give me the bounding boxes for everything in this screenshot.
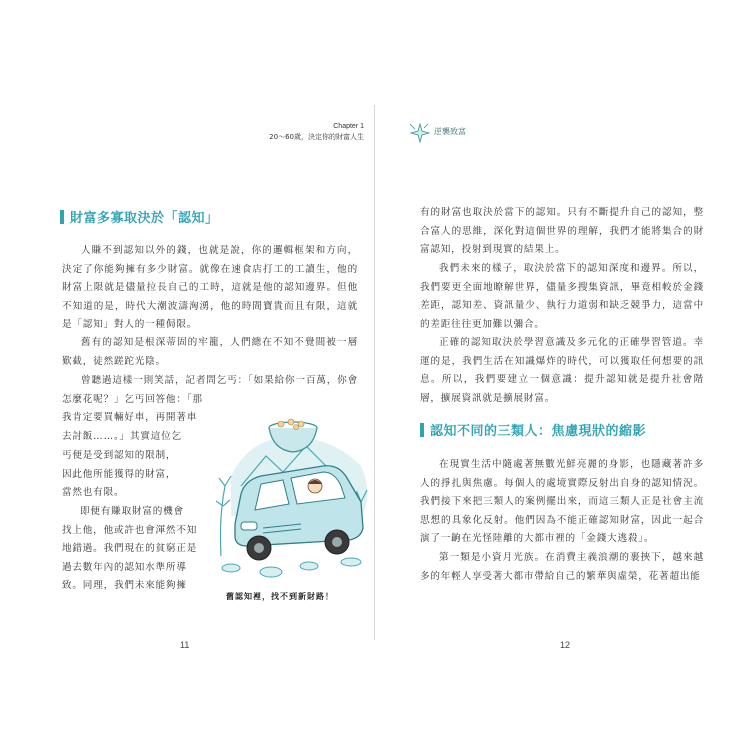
page-number-right: 12 xyxy=(560,640,571,650)
gutter-divider xyxy=(374,105,375,640)
heading-bar xyxy=(420,423,424,437)
left-page xyxy=(54,94,374,654)
left-paragraph-1: 人賺不到認知以外的錢，也就是說，你的邏輯框架和方向，決定了你能夠擁有多少財富。就像在速食店打工的工讀生，他的財富上限就是儘量拉長自己的工時，這就是他的認知邊界。但他不知道的是，時代大潮波濤洶湧，他的時間寶貴而且有限，這就是「認知」對人的一種侷限。 xyxy=(62,245,358,331)
page-number-left: 11 xyxy=(180,640,190,650)
chapter-label: Chapter 1 xyxy=(333,123,364,130)
heading-bar xyxy=(60,210,64,224)
left-paragraph-3: 曾聽過這樣一則笑話，記者問乞丐：「如果給你一百萬，你會怎麼花呢？」乞丐回答他：「那 xyxy=(62,375,358,405)
left-line-6: 丐便是受到認知的限制， xyxy=(62,450,177,461)
right-paragraph-2: 我們未來的樣子，取決於當下的認知深度和邊界。所以，我們要更全面地瞭解世界，儘量多搜集資訊，畢竟相較於金錢差距，認知差、資訊量少、執行力道弱和缺乏競爭力，這當中的差距往往更加難以彌合。 xyxy=(420,263,704,330)
left-paragraph-2: 舊有的認知是根深蒂固的牢籠，人們總在不知不覺間被一層歎截，徒然蹉跎光陰。 xyxy=(62,337,358,367)
series-mark-label: 逆襲致富 xyxy=(434,127,466,136)
running-head xyxy=(269,122,364,142)
left-heading: 財富多寡取決於「認知」 xyxy=(60,207,219,226)
right-heading: 認知不同的三類人：焦慮現狀的縮影 xyxy=(420,420,646,439)
right-paragraph-4: 在現實生活中隨處著無數光鮮亮麗的身影，也隱藏著許多人的掙扎與焦慮。每個人的處境實際反射出自身的認知情況。我們接下來把三類人的案例擺出來，而這三類人正是社會主流思想的具象化反射。他們因為不能正確認知財富，因此一起合演了一齣在光怪陸離的大都市裡的「金錢大逃殺」。 xyxy=(420,459,704,545)
car-illustration xyxy=(211,406,374,581)
chapter-subtitle: 20～60歲，決定你的財富人生 xyxy=(269,133,364,141)
right-paragraph-5: 第一類是小資月光族。在消費主義浪潮的裹挾下，越來越多的年輕人享受著大都市帶給自己的繁華與虛榮，花著超出能 xyxy=(420,552,704,582)
left-line-7: 因此他所能獲得的財富， xyxy=(62,469,177,480)
right-page xyxy=(378,94,704,654)
sparkle-icon xyxy=(408,122,432,144)
left-line-5: 去討飯……。」其實這位乞 xyxy=(62,431,182,442)
series-mark xyxy=(408,122,498,144)
illustration-caption: 舊認知裡，找不到新財路！ xyxy=(226,592,334,601)
left-line-4: 我肯定要買輛好車，再開著車 xyxy=(62,412,198,423)
left-line-11: 地錯過。我們現在的貧窮正是 xyxy=(62,543,198,554)
right-paragraph-1: 有的財富也取決於當下的認知。只有不斷提升自己的認知，整合富人的思維，深化對這個世界的理解，我們才能將集合的財富認知，投射到現實的結果上。 xyxy=(420,207,704,256)
left-line-13: 致。同理，我們未來能夠擁 xyxy=(62,580,187,591)
left-line-9: 即便有賺取財富的機會 xyxy=(80,506,184,517)
left-line-10: 找上他，他或許也會渾然不知 xyxy=(62,525,198,536)
right-paragraph-3: 正確的認知取決於學習意識及多元化的正確學習管道。幸運的是，我們生活在知識爆炸的時代，可以獲取任何想要的訊息。所以，我們要建立一個意識：提升認知就是提升社會階層，擴展資訊就是擴展財富。 xyxy=(420,337,704,404)
left-line-8: 當然也有限。 xyxy=(62,487,125,498)
left-line-12: 過去數年內的認知水準所導 xyxy=(62,562,187,573)
